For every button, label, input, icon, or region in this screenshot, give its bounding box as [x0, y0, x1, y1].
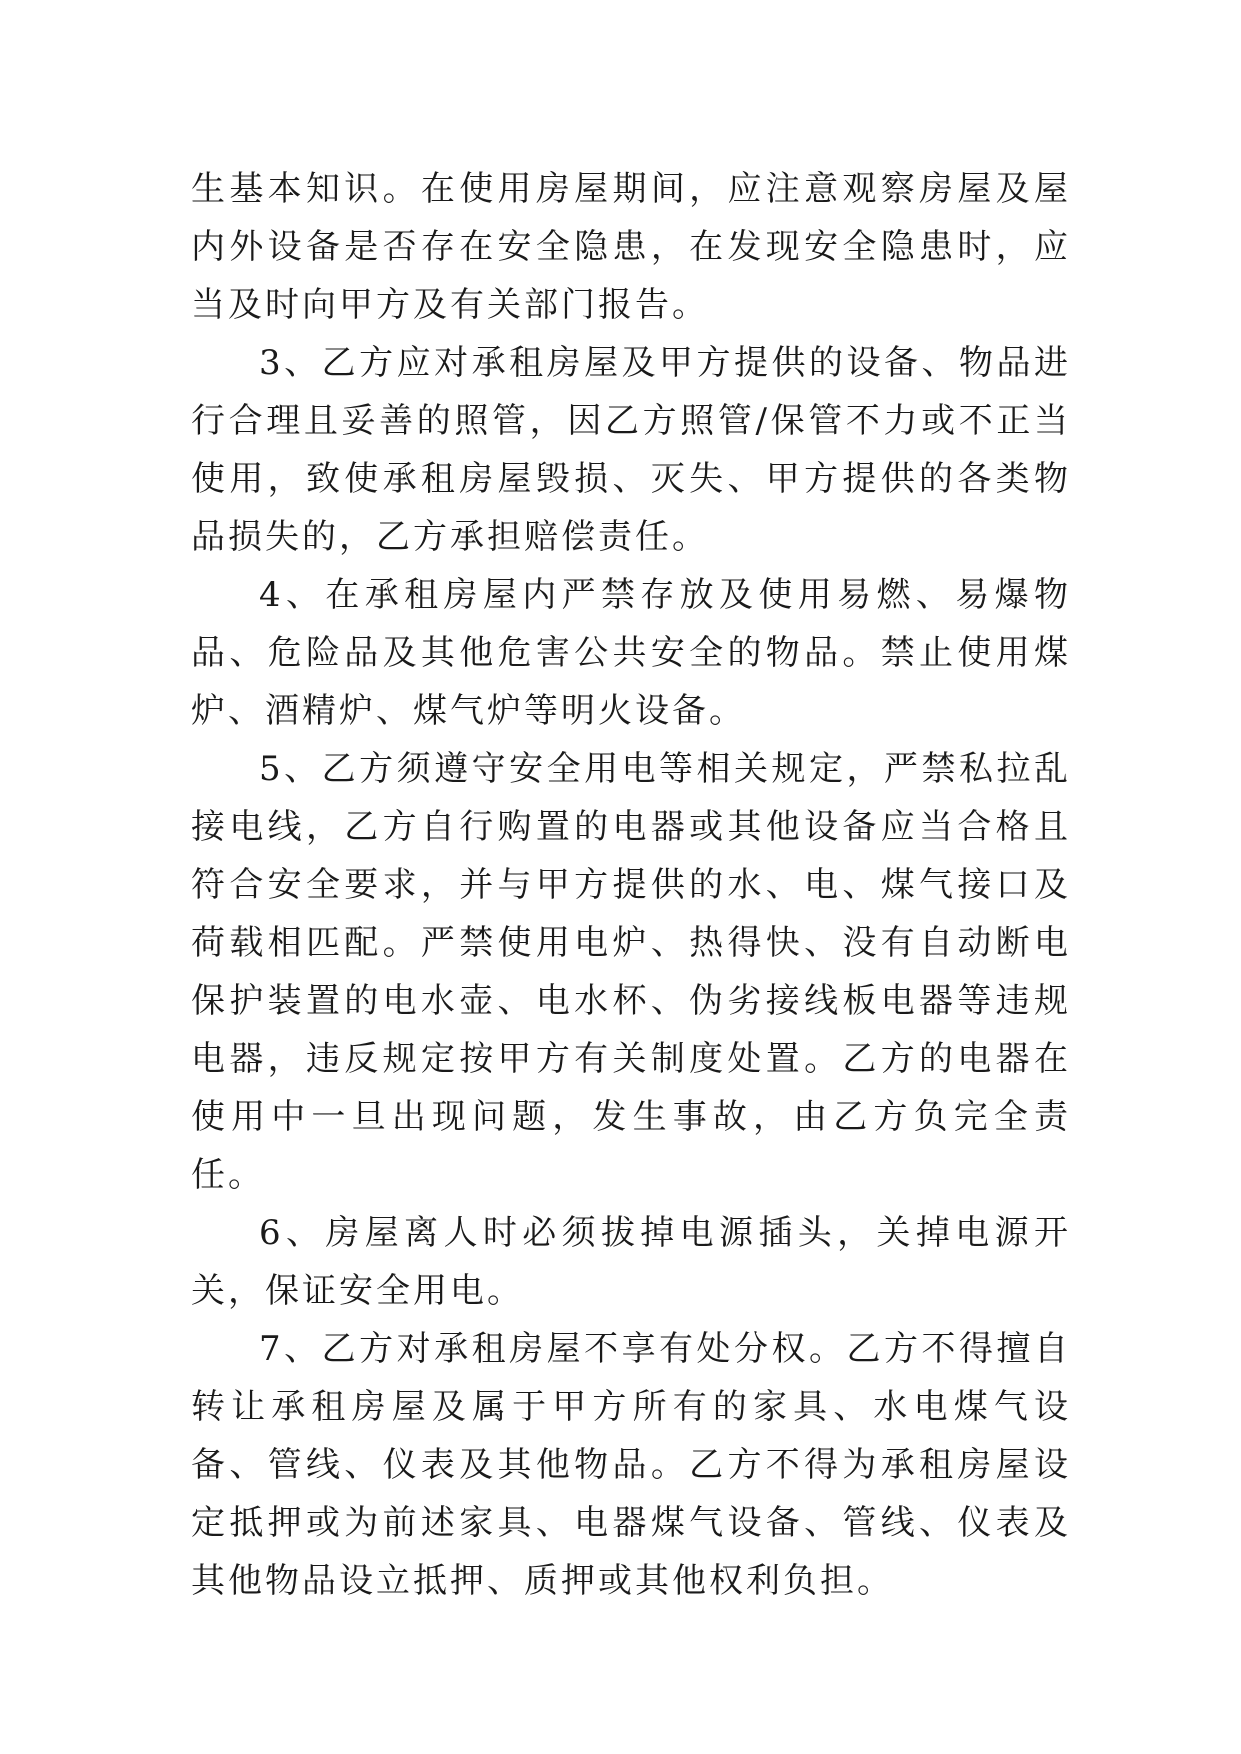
document-body	[191, 160, 1071, 1610]
paragraph-clause-3: 3、乙方应对承租房屋及甲方提供的设备、物品进行合理且妥善的照管，因乙方照管/保管不力或不正当使用，致使承租房屋毁损、灭失、甲方提供的各类物品损失的，乙方承担赔偿责任。	[191, 343, 1071, 557]
paragraph-clause-5: 5、乙方须遵守安全用电等相关规定，严禁私拉乱接电线，乙方自行购置的电器或其他设备应当合格且符合安全要求，并与甲方提供的水、电、煤气接口及荷载相匹配。严禁使用电炉、热得快、没有自动断电保护装置的电水壶、电水杯、伪劣接线板电器等违规电器，违反规定按甲方有关制度处置。乙方的电器在使用中一旦出现问题，发生事故，由乙方负完全责任。	[191, 749, 1071, 1195]
paragraph-clause-7: 7、乙方对承租房屋不享有处分权。乙方不得擅自转让承租房屋及属于甲方所有的家具、水电煤气设备、管线、仪表及其他物品。乙方不得为承租房屋设定抵押或为前述家具、电器煤气设备、管线、仪表及其他物品设立抵押、质押或其他权利负担。	[191, 1329, 1071, 1601]
paragraph-clause-6: 6、房屋离人时必须拔掉电源插头，关掉电源开关，保证安全用电。	[191, 1213, 1071, 1311]
paragraph-continued: 生基本知识。在使用房屋期间，应注意观察房屋及屋内外设备是否存在安全隐患，在发现安全隐患时，应当及时向甲方及有关部门报告。	[191, 169, 1071, 325]
paragraph-clause-4: 4、在承租房屋内严禁存放及使用易燃、易爆物品、危险品及其他危害公共安全的物品。禁止使用煤炉、酒精炉、煤气炉等明火设备。	[191, 575, 1071, 731]
